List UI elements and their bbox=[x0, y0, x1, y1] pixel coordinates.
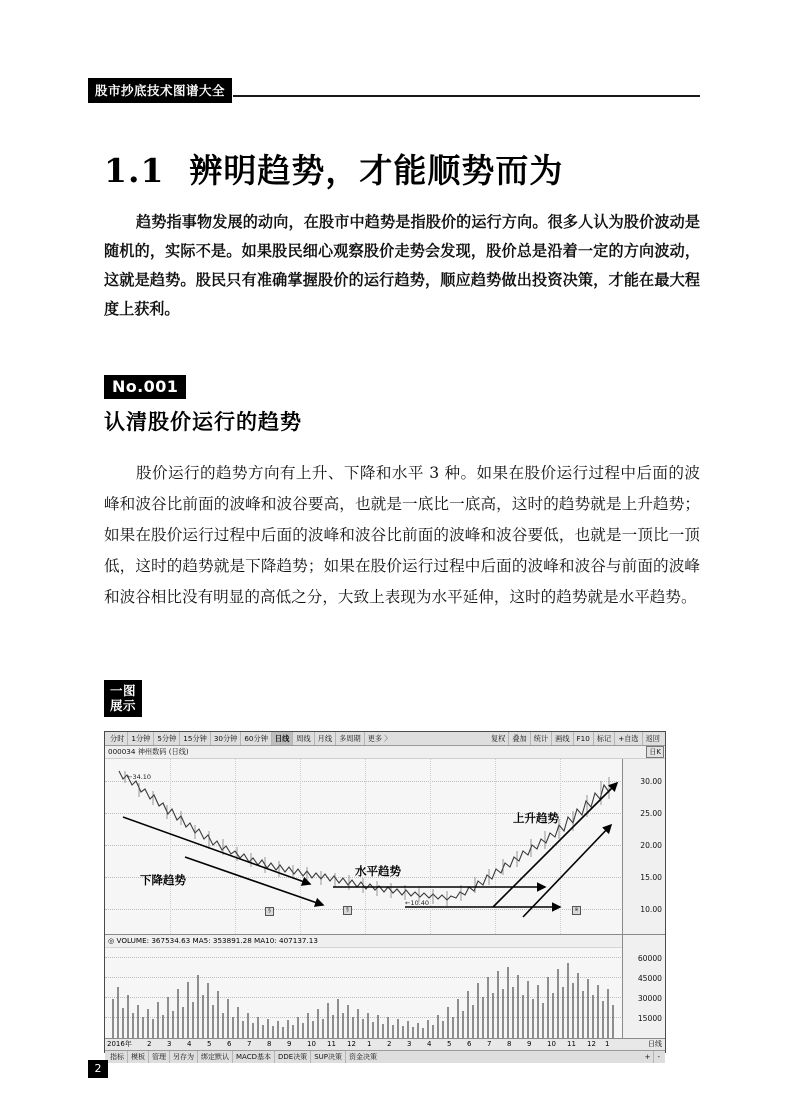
date-label-17: 6 bbox=[467, 1040, 472, 1048]
toolbar-item-0[interactable]: 分时 bbox=[107, 732, 128, 745]
chart-toolbar bbox=[105, 732, 665, 746]
chart-bottom-bar bbox=[105, 1051, 665, 1063]
price-axis bbox=[622, 759, 665, 934]
date-label-4: 5 bbox=[207, 1040, 212, 1048]
toolbar-right-item-7[interactable]: 返回 bbox=[645, 734, 660, 743]
volume-axis bbox=[622, 935, 665, 1038]
price-series bbox=[105, 759, 623, 934]
price-low-label: ←10.40 bbox=[405, 899, 430, 907]
intro-paragraph: 趋势指事物发展的动向，在股市中趋势是指股价的运行方向。很多人认为股价波动是随机的，实际不是。如果股民细心观察股价走势会发现，股价总是沿着一定的方向波动，这就是趋势。股民只有准确掌握股价的运行趋势，顺应趋势做出投资决策，才能在最大程度上获利。 bbox=[104, 213, 700, 318]
bottom-tab-4[interactable]: 绑定默认 bbox=[198, 1051, 233, 1063]
volume-plot bbox=[105, 947, 623, 1038]
zoom-in-button[interactable]: + bbox=[642, 1051, 655, 1063]
chart-type-badge[interactable]: 日K bbox=[646, 746, 664, 758]
chart-marker-1[interactable]: § bbox=[265, 907, 274, 916]
page-number: 2 bbox=[88, 1060, 108, 1078]
date-label-8: 9 bbox=[287, 1040, 292, 1048]
stock-chart-screenshot bbox=[104, 731, 666, 1061]
chapter-number: 1.1 bbox=[104, 151, 165, 190]
price-axis-label-0: 30.00 bbox=[640, 777, 662, 786]
date-label-15: 4 bbox=[427, 1040, 432, 1048]
annotation-downtrend: 下降趋势 bbox=[140, 873, 186, 887]
bottom-tab-3[interactable]: 另存为 bbox=[170, 1051, 198, 1063]
date-label-23: 12 bbox=[587, 1040, 596, 1048]
price-axis-label-4: 10.00 bbox=[640, 905, 662, 914]
bottom-tab-8[interactable]: 资金决策 bbox=[348, 1053, 377, 1061]
toolbar-item-9[interactable]: 多周期 bbox=[336, 732, 365, 745]
section-body-paragraph: 股价运行的趋势方向有上升、下降和水平 3 种。如果在股价运行过程中后面的波峰和波谷比前面的波峰和波谷要高，也就是一底比一底高，这时的趋势就是上升趋势；如果在股价运行过程中后面的波峰和波谷比前面的波峰和波谷要低，也就是一顶比一顶低，这时的趋势就是下降趋势；如果在股价运行过程中后面的波峰和波谷与前面的波峰和波谷相比没有明显的高低之分，大致上表现为水平延伸，这时的趋势就是水平趋势。 bbox=[104, 464, 700, 606]
running-head bbox=[88, 78, 700, 100]
chapter-title: 辨明趋势，才能顺势而为 bbox=[189, 151, 564, 190]
toolbar-right-item-0[interactable]: 复权 bbox=[488, 732, 509, 745]
chart-bottom-tabs bbox=[107, 1051, 380, 1063]
toolbar-item-5[interactable]: 60分钟 bbox=[241, 732, 272, 745]
running-head-rule bbox=[233, 95, 700, 97]
toolbar-right-item-3[interactable]: 画线 bbox=[552, 732, 573, 745]
toolbar-right-item-2[interactable]: 统计 bbox=[531, 732, 552, 745]
toolbar-item-4[interactable]: 30分钟 bbox=[211, 732, 242, 745]
date-label-6: 7 bbox=[247, 1040, 252, 1048]
page-title bbox=[104, 145, 563, 192]
date-label-14: 3 bbox=[407, 1040, 412, 1048]
volume-bars bbox=[105, 947, 623, 1038]
toolbar-item-3[interactable]: 15分钟 bbox=[180, 732, 211, 745]
section-number-badge: No.001 bbox=[104, 375, 186, 399]
figure-badge bbox=[104, 680, 142, 717]
price-axis-label-1: 25.00 bbox=[640, 809, 662, 818]
toolbar-item-more[interactable]: 更多 〉 bbox=[367, 734, 392, 743]
annotation-uptrend: 上升趋势 bbox=[513, 811, 559, 825]
bottom-tab-1[interactable]: 模板 bbox=[128, 1051, 149, 1063]
date-label-2: 3 bbox=[167, 1040, 172, 1048]
toolbar-item-2[interactable]: 5分钟 bbox=[154, 732, 180, 745]
price-axis-label-3: 15.00 bbox=[640, 873, 662, 882]
date-label-0: 2016年 bbox=[107, 1040, 132, 1048]
chart-stock-header bbox=[105, 746, 665, 759]
date-label-3: 4 bbox=[187, 1040, 192, 1048]
chart-marker-3[interactable]: ※ bbox=[572, 906, 581, 915]
bottom-tab-6[interactable]: DDE决策 bbox=[275, 1051, 311, 1063]
toolbar-right-item-1[interactable]: 叠加 bbox=[509, 732, 530, 745]
annotation-sideways: 水平趋势 bbox=[355, 864, 401, 878]
date-label-7: 8 bbox=[267, 1040, 272, 1048]
toolbar-item-6[interactable]: 日线 bbox=[272, 732, 293, 745]
date-label-22: 11 bbox=[567, 1040, 576, 1048]
date-label-1: 2 bbox=[147, 1040, 152, 1048]
date-label-24: 1 bbox=[605, 1040, 610, 1048]
volume-header: ◎ VOLUME: 367534.63 MA5: 353891.28 MA10: 407137.13 bbox=[105, 935, 665, 948]
date-label-20: 9 bbox=[527, 1040, 532, 1048]
figure-badge-line1: 一图 bbox=[110, 683, 137, 698]
bottom-tab-7[interactable]: SUP决策 bbox=[311, 1051, 346, 1063]
date-label-12: 1 bbox=[367, 1040, 372, 1048]
date-label-16: 5 bbox=[447, 1040, 452, 1048]
section-title: 认清股价运行的趋势 bbox=[104, 409, 302, 434]
date-label-11: 12 bbox=[347, 1040, 356, 1048]
toolbar-item-7[interactable]: 周线 bbox=[293, 732, 314, 745]
figure-badge-line2: 展示 bbox=[110, 698, 137, 713]
chart-toolbar-right bbox=[488, 732, 663, 745]
volume-axis-label-2: 30000 bbox=[637, 994, 662, 1003]
volume-axis-label-1: 45000 bbox=[637, 974, 662, 983]
date-label-13: 2 bbox=[387, 1040, 392, 1048]
volume-axis-label-0: 60000 bbox=[637, 954, 662, 963]
bottom-tab-5[interactable]: MACD基本 bbox=[233, 1051, 275, 1063]
toolbar-item-1[interactable]: 1分钟 bbox=[128, 732, 154, 745]
volume-pane bbox=[105, 935, 665, 1039]
bottom-tab-2[interactable]: 管理 bbox=[149, 1051, 170, 1063]
date-label-18: 7 bbox=[487, 1040, 492, 1048]
date-label-9: 10 bbox=[307, 1040, 316, 1048]
toolbar-right-item-6[interactable]: +自选 bbox=[615, 732, 642, 745]
running-head-title: 股市抄底技术图谱大全 bbox=[88, 78, 232, 103]
price-plot bbox=[105, 759, 623, 934]
date-label-10: 11 bbox=[327, 1040, 336, 1048]
toolbar-item-8[interactable]: 月线 bbox=[315, 732, 336, 745]
price-pane bbox=[105, 759, 665, 935]
chart-zoom-controls bbox=[642, 1051, 663, 1063]
date-label-5: 6 bbox=[227, 1040, 232, 1048]
zoom-out-button[interactable]: - bbox=[657, 1053, 660, 1061]
volume-axis-label-3: 15000 bbox=[637, 1014, 662, 1023]
chart-marker-2[interactable]: § bbox=[343, 906, 352, 915]
date-axis bbox=[105, 1039, 665, 1051]
toolbar-right-item-5[interactable]: 标记 bbox=[594, 732, 615, 745]
date-axis-right-label: 日线 bbox=[648, 1040, 662, 1048]
chart-toolbar-left bbox=[107, 732, 395, 745]
price-high-label: ←34.10 bbox=[127, 773, 152, 781]
date-label-21: 10 bbox=[547, 1040, 556, 1048]
date-label-19: 8 bbox=[507, 1040, 512, 1048]
price-axis-label-2: 20.00 bbox=[640, 841, 662, 850]
bottom-tab-0[interactable]: 指标 bbox=[107, 1051, 128, 1063]
toolbar-right-item-4[interactable]: F10 bbox=[574, 732, 594, 745]
stock-name-label: 000034 神州数码 (日线) bbox=[108, 747, 189, 756]
